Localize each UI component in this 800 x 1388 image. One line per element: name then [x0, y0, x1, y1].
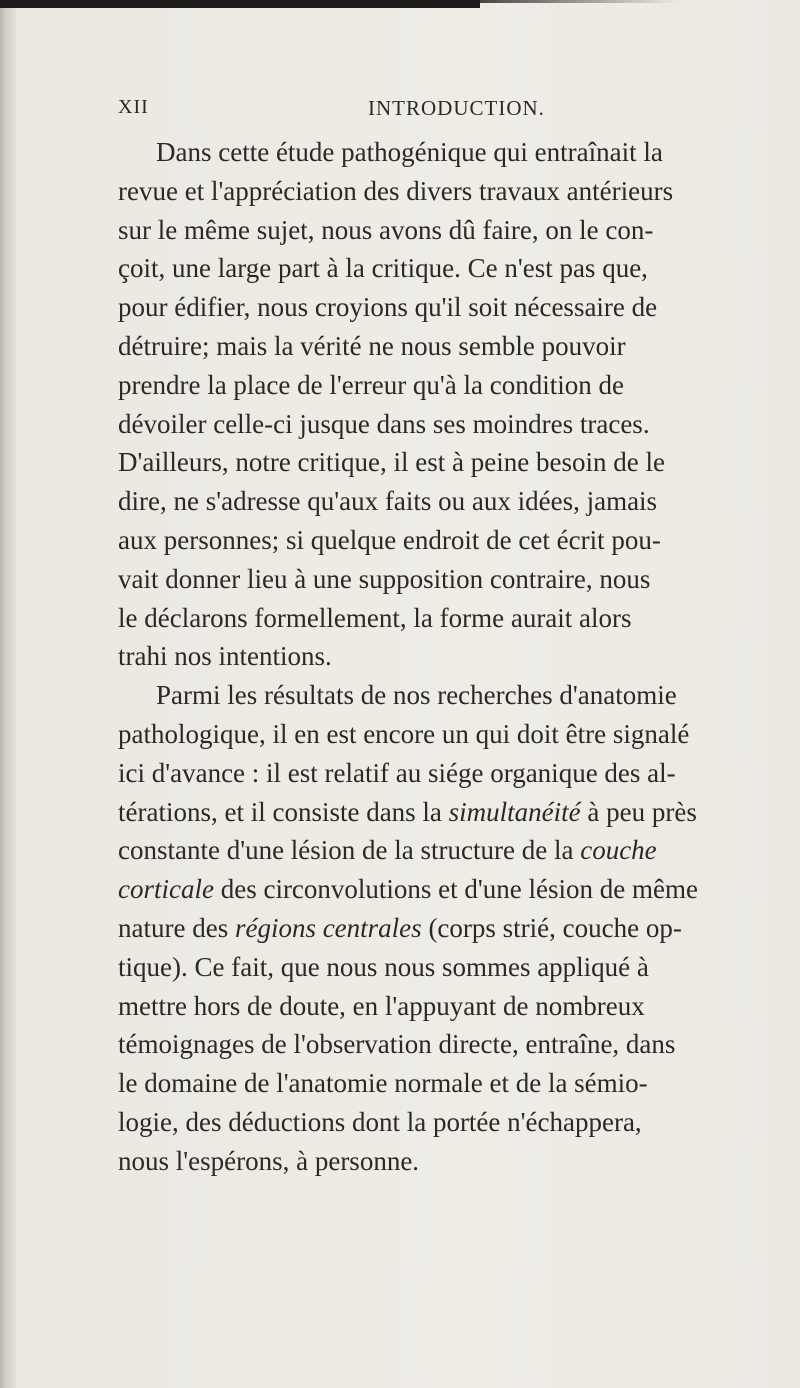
text-line: tique). Ce fait, que nous nous sommes appliqué à [118, 951, 649, 982]
text-run: à peu près [580, 796, 697, 827]
text-run: térations, et il consiste dans la [118, 796, 449, 827]
text-run: des circonvolutions et d'une lésion de même [213, 874, 698, 905]
body-text [118, 133, 768, 1181]
text-line: vait donner lieu à une supposition contraire, nous [118, 563, 651, 594]
text-line [118, 870, 768, 909]
text-line: témoignages de l'observation directe, entraîne, dans [118, 1029, 676, 1060]
text-line: logie, des déductions dont la portée n'échappera, [118, 1106, 642, 1137]
text-run: nature des [118, 912, 235, 943]
text-line: aux personnes; si quelque endroit de cet écrit pou- [118, 524, 661, 555]
text-line: nous l'espérons, à personne. [118, 1145, 420, 1176]
text-line: çoit, une large part à la critique. Ce n'est pas que, [118, 253, 648, 284]
page-top-edge [0, 0, 480, 8]
text-line: dire, ne s'adresse qu'aux faits ou aux idées, jamais [118, 486, 658, 517]
text-line [118, 831, 768, 870]
text-line: Dans cette étude pathogénique qui entraînait la [156, 137, 663, 167]
italic-term: régions centrales [234, 912, 422, 943]
running-head: INTRODUCTION. [368, 96, 545, 120]
text-line [118, 909, 768, 948]
text-line: trahi nos intentions. [118, 641, 332, 672]
text-run: constante d'une lésion de la structure de la [118, 835, 581, 866]
text-line: le déclarons formellement, la forme aurait alors [118, 602, 632, 633]
text-line: dévoiler celle-ci jusque dans ses moindres traces. [118, 408, 650, 439]
text-line: revue et l'appréciation des divers travaux antérieurs [118, 175, 674, 206]
text-line: sur le même sujet, nous avons dû faire, on le con- [118, 214, 654, 245]
page-header [118, 96, 678, 126]
italic-term: simultanéité [448, 796, 581, 827]
text-line: ici d'avance : il est relatif au siége organique des al- [118, 757, 676, 788]
page-number: XII [118, 96, 149, 118]
text-line: le domaine de l'anatomie normale et de la sémio- [118, 1068, 648, 1099]
text-line: mettre hors de doute, en l'appuyant de nombreux [118, 990, 645, 1021]
text-line [118, 793, 768, 832]
text-line: détruire; mais la vérité ne nous semble pouvoir [118, 330, 626, 361]
page-top-edge-fade [480, 0, 680, 3]
text-line: pour édifier, nous croyions qu'il soit nécessaire de [118, 292, 658, 323]
text-line: pathologique, il en est encore un qui doit être signalé [118, 718, 690, 749]
text-run: (corps strié, couche op- [421, 912, 682, 943]
text-line: D'ailleurs, notre critique, il est à peine besoin de le [118, 447, 665, 478]
text-line: prendre la place de l'erreur qu'à la condition de [118, 369, 624, 400]
italic-term: corticale [118, 874, 214, 905]
italic-term: couche [580, 835, 657, 866]
page-binding-shadow [0, 0, 16, 1388]
text-line: Parmi les résultats de nos recherches d'anatomie [156, 680, 677, 711]
